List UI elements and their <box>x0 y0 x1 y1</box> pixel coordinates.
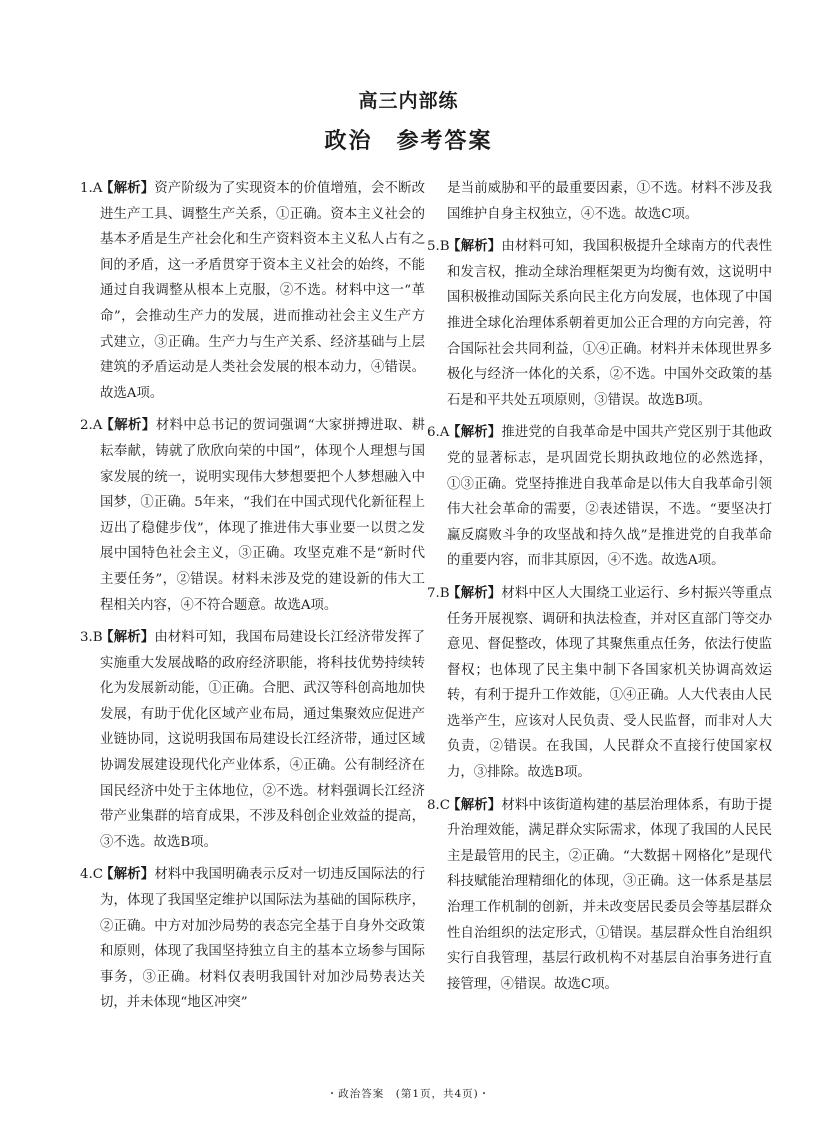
answer-item <box>80 862 425 1016</box>
answer-item <box>427 234 772 413</box>
page-title: 高三内部练 <box>358 90 459 112</box>
analysis-tag: 【解析】 <box>100 417 156 434</box>
analysis-tag: 【解析】 <box>447 424 502 441</box>
answer-text: 材料中总书记的贺词强调“大家拼搏进取、耕耘奉献，铸就了欣欣向荣的中国”，体现个人理想与国家发展的统一，说明实现伟大梦想要把个人梦想融入中国梦，①正确。5年来，“我们在中国式现代化新征程上迈出了稳健步伐”，体现了推进伟大事业要一以贯之发展中国特色社会主义，③正确。攻坚克难不是“新时代主要任务”，②错误。材料未涉及党的建设新的伟大工程相关内容，④不符合题意。故选A项。 <box>100 418 425 613</box>
answer-item <box>427 793 772 998</box>
answer-number: 3.B <box>80 630 103 646</box>
answer-text: 材料中该街道构建的基层治理体系，有助于提升治理效能，满足群众实际需求，体现了我国的人民民主是最管用的民主，②正确。“大数据＋网格化”是现代科技赋能治理精细化的体现，③正确。这一体系是基层治理工作机制的创新，并未改变居民委员会等基层群众性自治组织的法定形式，①错误。基层群众性自治组织实行自我管理，基层行政机构不对基层自治事务进行直接管理，④错误。故选C项。 <box>447 797 773 992</box>
answer-item <box>427 581 772 786</box>
answer-text: 材料中区人大围绕工业运行、乡村振兴等重点任务开展视察、调研和执法检查，并对区直部门等交办意见、督促整改，体现了其聚焦重点任务，依法行使监督权；也体现了民主集中制下各国家机关协调高效运转，有利于提升工作效能，①④正确。人大代表由人民选举产生，应该对人民负责、受人民监督，而非对人大负责，②错误。在我国，人民群众不直接行使国家权力，③排除。故选B项。 <box>447 585 773 781</box>
right-column <box>427 176 772 1004</box>
analysis-tag: 【解析】 <box>447 796 502 813</box>
analysis-tag: 【解析】 <box>447 584 502 601</box>
answer-number: 4.C <box>80 867 104 883</box>
answer-number: 2.A <box>80 418 103 434</box>
answer-text: 资产阶级为了实现资本的价值增殖，会不断改进生产工具、调整生产关系，①正确。资本主义社会的基本矛盾是生产社会化和生产资料资本主义私人占有之间的矛盾，这一矛盾贯穿于资本主义社会的始终，不能通过自我调整从根本上克服，②不选。材料中这一“革命”，会推动生产力的发展，进而推动社会主义生产方式建立，③正确。生产力与生产关系、经济基础与上层建筑的矛盾运动是人类社会发展的根本动力，④错误。故选A项。 <box>100 181 426 401</box>
page-footer: ・政治答案 (第1页，共4页)・ <box>326 1088 491 1100</box>
answer-text: 推进党的自我革命是中国共产党区别于其他政党的显著标志，是巩固党长期执政地位的必然选择，①③正确。党坚持推进自我革命是以伟大自我革命引领伟大社会革命的需要，②表述错误，不选。“要坚决打赢反腐败斗争的攻坚战和持久战”是推进党的自我革命的重要内容，而非其原因，④不选。故选A项。 <box>447 425 773 569</box>
analysis-tag: 【解析】 <box>100 629 155 646</box>
answer-item <box>80 413 425 618</box>
answer-text: 材料中我国明确表示反对一切违反国际法的行为，体现了我国坚定维护以国际法为基础的国际秩序，②正确。中方对加沙局势的表态完全基于自身外交政策和原则，体现了我国坚持独立自主的基本立场参与国际事务，③正确。材料仅表明我国针对加沙局势表达关切，并未体现“地区冲突” <box>100 867 426 1011</box>
answer-text: 由材料可知，我国布局建设长江经济带发挥了实施重大发展战略的政府经济职能，将科技优势持续转化为发展新动能，①正确。合肥、武汉等科创高地加快发展，有助于优化区域产业布局，通过集聚效应促进产业链协同，这说明我国布局建设长江经济带，通过区域协调发展建设现代化产业体系，④正确。公有制经济在国民经济中处于主体地位，②不选。材料强调长江经济带产业集群的培育成果，不涉及科创企业效益的提高，③不选。故选B项。 <box>100 630 426 850</box>
answer-item-continuation <box>427 176 772 227</box>
answer-text: 由材料可知，我国积极提升全球南方的代表性和发言权，推动全球治理框架更为均衡有效，这说明中国积极推动国际关系向民主化方向发展，也体现了中国推进全球化治理体系朝着更加公正合理的方向完善，符合国际社会共同利益，①④正确。材料并未体现世界多极化与经济一体化的关系，②不选。中国外交政策的基石是和平共处五项原则，③错误。故选B项。 <box>447 239 773 408</box>
analysis-tag: 【解析】 <box>100 180 155 196</box>
answer-item <box>427 420 772 574</box>
analysis-tag: 【解析】 <box>100 866 155 883</box>
answer-item <box>80 176 425 406</box>
answer-number: 6.A <box>427 425 450 441</box>
left-column <box>80 176 425 1023</box>
answer-text: 是当前威胁和平的最重要因素，①不选。材料不涉及我国维护自身主权独立，④不选。故选C项。 <box>447 181 772 222</box>
answer-number: 8.C <box>427 797 451 813</box>
answer-number: 7.B <box>427 585 450 601</box>
answer-item <box>80 625 425 855</box>
answer-number: 1.A <box>80 181 103 196</box>
page-subtitle: 政治 参考答案 <box>324 128 493 154</box>
answer-number: 5.B <box>427 239 450 255</box>
analysis-tag: 【解析】 <box>447 238 502 255</box>
